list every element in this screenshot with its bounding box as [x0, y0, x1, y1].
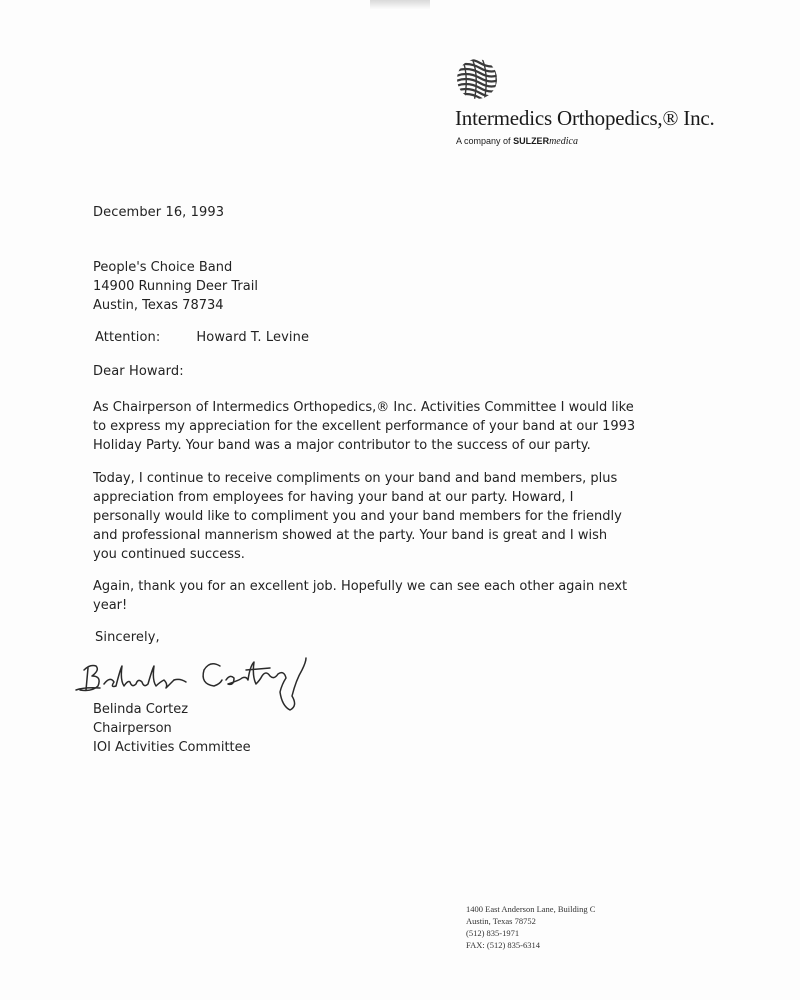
parent-company-brand: SULZER — [513, 136, 550, 146]
company-subtitle — [456, 136, 578, 147]
footer-address — [466, 903, 595, 951]
recipient-address — [93, 258, 258, 315]
striped-globe-logo-icon — [456, 58, 498, 100]
body-paragraph-3 — [93, 577, 627, 615]
parent-company-brand-suffix: medica — [549, 136, 578, 147]
footer-phone: (512) 835-1971 — [466, 928, 520, 938]
body-line: Today, I continue to receive compliments on your band and band members, plus — [93, 471, 618, 486]
recipient-line: 14900 Running Deer Trail — [93, 279, 258, 294]
signer-title: Chairperson — [93, 721, 172, 736]
body-line: to express my appreciation for the excellent performance of your band at our 1993 — [93, 419, 636, 434]
body-line: year! — [93, 598, 128, 613]
attention-label: Attention: — [95, 330, 161, 345]
recipient-line: Austin, Texas 78734 — [93, 298, 224, 313]
signer-block — [93, 700, 251, 757]
body-line: and professional mannerism showed at the party. Your band is great and I wish — [93, 528, 608, 543]
footer-fax: FAX: (512) 835-6314 — [466, 940, 540, 950]
company-subtitle-prefix: A company of — [456, 136, 511, 146]
recipient-line: People's Choice Band — [93, 260, 233, 275]
closing: Sincerely, — [95, 630, 160, 645]
footer-address-line: 1400 East Anderson Lane, Building C — [466, 904, 596, 914]
body-line: appreciation from employees for having your band at our party. Howard, I — [93, 490, 574, 505]
signer-name: Belinda Cortez — [93, 702, 189, 717]
body-line: As Chairperson of Intermedics Orthopedics,® Inc. Activities Committee I would like — [93, 400, 634, 415]
body-paragraph-2 — [93, 469, 622, 564]
salutation: Dear Howard: — [93, 364, 184, 379]
attention-line — [95, 330, 309, 345]
body-paragraph-1 — [93, 398, 635, 455]
body-line: you continued success. — [93, 547, 245, 562]
letter-date: December 16, 1993 — [93, 205, 225, 220]
footer-address-line: Austin, Texas 78752 — [466, 916, 536, 926]
body-line: Holiday Party. Your band was a major contributor to the success of our party. — [93, 438, 591, 453]
body-line: Again, thank you for an excellent job. Hopefully we can see each other again next — [93, 579, 628, 594]
signer-committee: IOI Activities Committee — [93, 740, 251, 755]
scan-smudge — [370, 0, 430, 10]
body-line: personally would like to compliment you and your band members for the friendly — [93, 509, 622, 524]
attention-name: Howard T. Levine — [196, 330, 310, 345]
company-name: Intermedics Orthopedics,® Inc. — [455, 106, 715, 130]
